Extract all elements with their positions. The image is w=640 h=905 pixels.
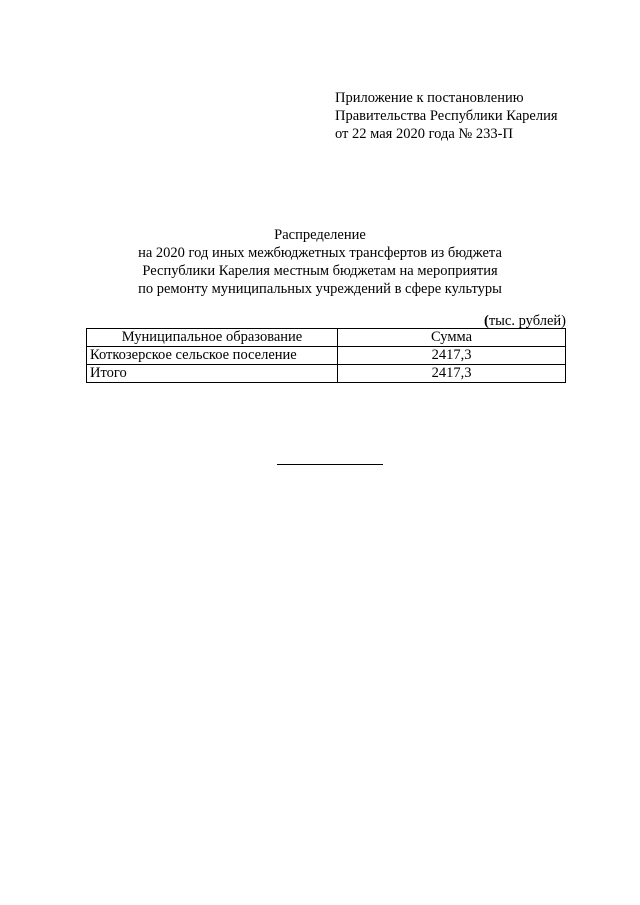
units-open-paren: ( — [483, 313, 489, 329]
cell-total-label: Итого — [87, 365, 338, 383]
appendix-line: от 22 мая 2020 года № 233-П — [335, 126, 513, 142]
table-header-row — [87, 329, 566, 347]
closing-divider — [277, 464, 383, 465]
appendix-line: Приложение к постановлению — [335, 90, 524, 106]
table-row-total — [87, 365, 566, 383]
title-line: Республики Карелия местным бюджетам на мероприятия — [142, 263, 498, 279]
cell-total-sum: 2417,3 — [338, 365, 566, 383]
column-header-sum: Сумма — [338, 329, 566, 347]
title-line: Распределение — [274, 227, 366, 243]
column-header-municipality: Муниципальное образование — [87, 329, 338, 347]
cell-sum: 2417,3 — [338, 347, 566, 365]
title-line: на 2020 год иных межбюджетных трансфертов из бюджета — [138, 245, 502, 261]
title-line: по ремонту муниципальных учреждений в сфере культуры — [138, 281, 502, 297]
cell-municipality: Коткозерское сельское поселение — [87, 347, 338, 365]
table-row — [87, 347, 566, 365]
document-title — [0, 226, 640, 298]
appendix-line: Правительства Республики Карелия — [335, 108, 558, 124]
units-text: тыс. рублей) — [488, 313, 566, 329]
distribution-table — [86, 328, 566, 383]
appendix-note — [335, 89, 625, 143]
